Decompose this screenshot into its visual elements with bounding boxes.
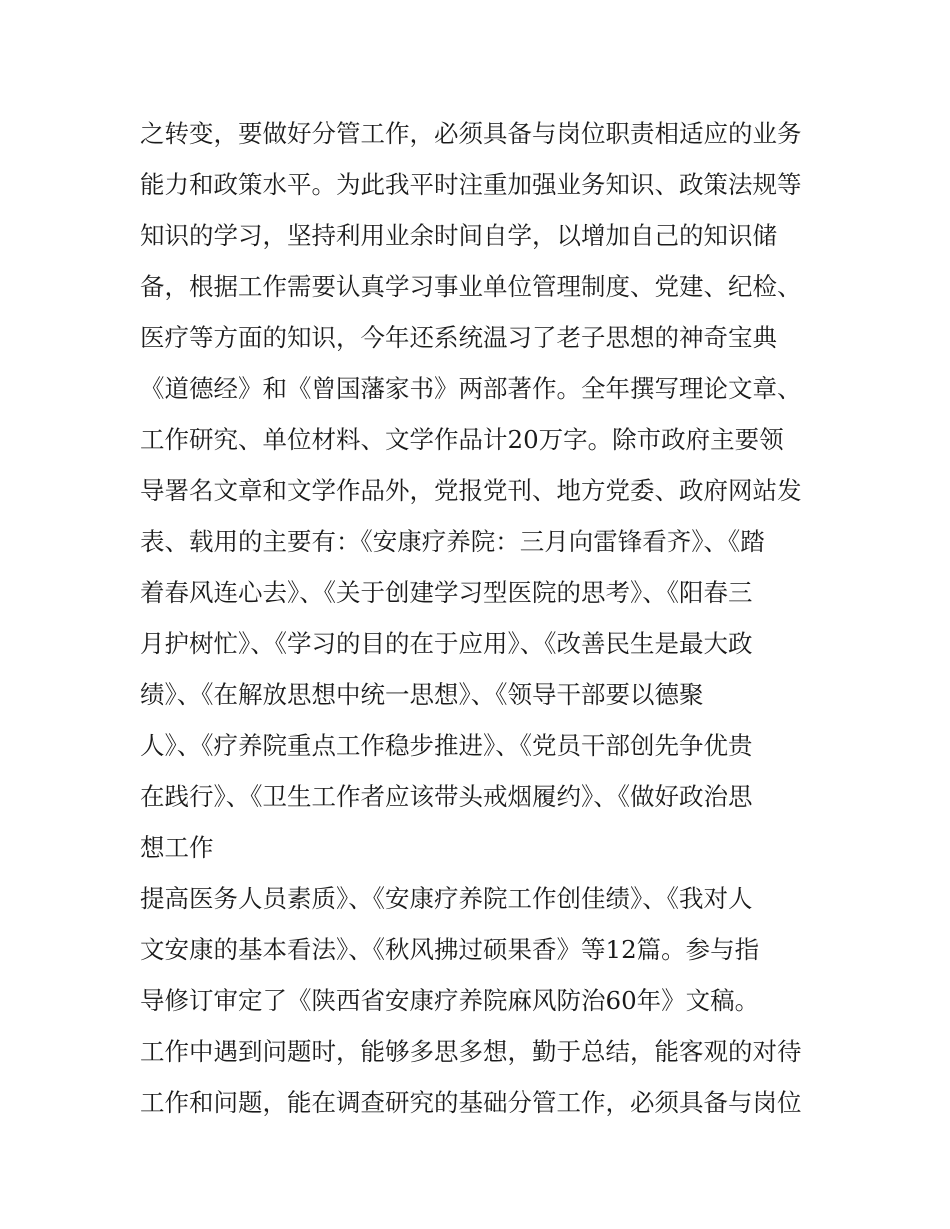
text-line: 想工作 [140,833,214,862]
text-line: 《道德经》和《曾国藩家书》两部著作。全年撰写理论文章、 [140,374,802,403]
text-line: 绩》、《在解放思想中统一思想》、《领导干部要以德聚 [140,680,704,709]
text-line: 文安康的基本看法》、《秋风拂过硕果香》等12篇。参与指 [140,935,760,964]
text-line: 工作中遇到问题时，能够多思多想，勤于总结，能客观的对待 [140,1037,802,1066]
text-line: 在践行》、《卫生工作者应该带头戒烟履约》、《做好政治思 [140,782,753,811]
text-line: 着春风连心去》、《关于创建学习型医院的思考》、《阳春三 [140,578,753,607]
body-text [140,108,830,1128]
text-line: 医疗等方面的知识，今年还系统温习了老子思想的神奇宝典 [140,323,777,352]
text-line: 人》、《疗养院重点工作稳步推进》、《党员干部创先争优贵 [140,731,753,760]
text-line: 工作和问题，能在调查研究的基础分管工作，必须具备与岗位 [140,1088,802,1117]
text-line: 能力和政策水平。为此我平时注重加强业务知识、政策法规等 [140,170,802,199]
text-line: 导署名文章和文学作品外，党报党刊、地方党委、政府网站发 [140,476,802,505]
text-line: 提高医务人员素质》、《安康疗养院工作创佳绩》、《我对人 [140,884,753,913]
text-line: 知识的学习，坚持利用业余时间自学，以增加自己的知识储 [140,221,777,250]
text-line: 备，根据工作需要认真学习事业单位管理制度、党建、纪检、 [140,272,802,301]
text-line: 表、载用的主要有：《安康疗养院：三月向雷锋看齐》、《踏 [140,527,765,556]
text-line: 导修订审定了《陕西省安康疗养院麻风防治60年》文稿。 [140,986,760,1015]
text-line: 月护树忙》、《学习的目的在于应用》、《改善民生是最大政 [140,629,753,658]
text-line: 工作研究、单位材料、文学作品计20万字。除市政府主要领 [140,425,784,454]
text-line: 之转变，要做好分管工作，必须具备与岗位职责相适应的业务 [140,119,802,148]
